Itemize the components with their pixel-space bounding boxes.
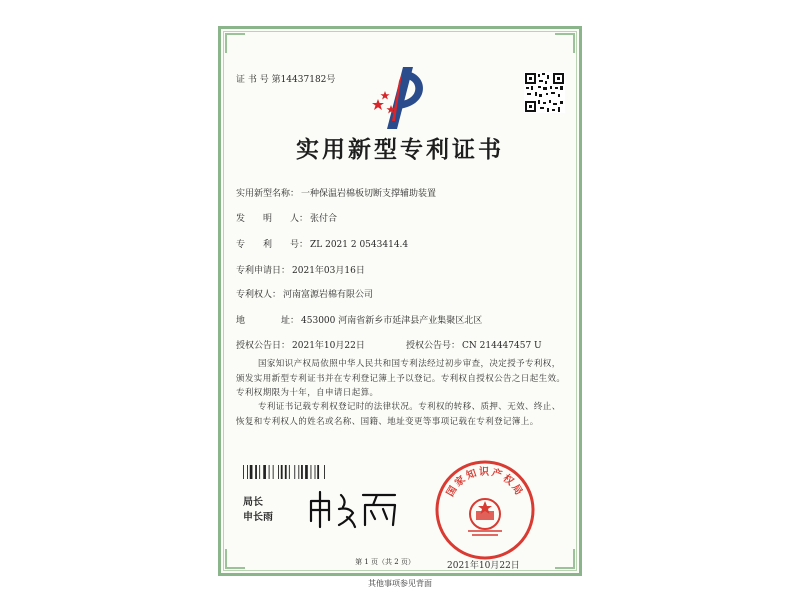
cnipa-logo bbox=[369, 61, 433, 133]
barcode-bar bbox=[269, 465, 270, 479]
barcode-bar bbox=[263, 465, 266, 479]
certificate-title: 实用新型专利证书 bbox=[296, 136, 504, 163]
certificate-number: 证 书 号 第14437182号 bbox=[236, 75, 336, 85]
field-value: 2021年03月16日 bbox=[292, 266, 365, 276]
field-value: 张付合 bbox=[310, 214, 338, 224]
footnote: 其他事项参见背面 bbox=[368, 579, 432, 588]
barcode-bar bbox=[255, 465, 257, 479]
barcode-bar bbox=[311, 465, 312, 479]
barcode-bar bbox=[243, 465, 244, 479]
seal-text: 国家知识产权局 bbox=[445, 467, 525, 499]
field-label: 地 址： bbox=[236, 316, 300, 326]
barcode-bar bbox=[315, 465, 316, 479]
director-title: 局长 bbox=[243, 497, 263, 508]
barcode-bar bbox=[250, 465, 253, 479]
border-corner-decoration bbox=[555, 33, 575, 53]
barcode-bar bbox=[281, 465, 283, 479]
barcode-bar bbox=[285, 465, 287, 479]
field-value: 2021年10月22日 bbox=[292, 341, 365, 351]
certificate-sheet bbox=[218, 26, 582, 576]
field-utility-model-name bbox=[236, 186, 436, 199]
field-inventor bbox=[236, 211, 337, 224]
field-label: 实用新型名称： bbox=[236, 189, 300, 199]
legal-status-paragraph: 专利证书记载专利权登记时的法律状况。专利权的转移、质押、无效、终止、恢复和专利权人的姓名或名称、国籍、地址变更等事项记载在专利登记簿上。 bbox=[236, 402, 561, 427]
field-label: 专利权人： bbox=[236, 290, 282, 300]
field-value: 河南富源岩棉有限公司 bbox=[283, 290, 374, 300]
barcode-bar bbox=[273, 465, 274, 479]
barcode-bar bbox=[289, 465, 290, 479]
director-name: 申长雨 bbox=[243, 512, 273, 523]
barcode-bar bbox=[301, 465, 303, 479]
qr-code bbox=[524, 72, 565, 113]
field-label: 专 利 号： bbox=[236, 240, 309, 250]
field-label: 专利申请日： bbox=[236, 266, 291, 276]
barcode-bar bbox=[324, 465, 325, 479]
grant-statement-paragraph: 国家知识产权局依照中华人民共和国专利法经过初步审查，决定授予专利权，颁发实用新型专利证书并在专利登记簿上予以登记。专利权自授权公告之日起生效。专利权期限为十年，自申请日起算。 bbox=[236, 359, 566, 398]
barcode-bar bbox=[247, 465, 248, 479]
field-filing-date bbox=[236, 263, 365, 276]
field-label: 授权公告号： bbox=[406, 341, 461, 351]
director-signature bbox=[303, 487, 403, 529]
seal-date: 2021年10月22日 bbox=[447, 561, 520, 571]
barcode-bar bbox=[298, 465, 299, 479]
signature-labels bbox=[243, 495, 273, 525]
barcode-bar bbox=[294, 465, 295, 479]
barcode bbox=[243, 465, 343, 479]
field-patent-number bbox=[236, 237, 408, 250]
field-value: CN 214447457 U bbox=[462, 341, 542, 351]
page-number: 第 1 页（共 2 页） bbox=[355, 558, 415, 566]
field-grant-date bbox=[236, 338, 365, 351]
barcode-bar bbox=[278, 465, 279, 479]
official-seal bbox=[434, 459, 536, 561]
barcode-bar bbox=[259, 465, 260, 479]
field-label: 授权公告日： bbox=[236, 341, 291, 351]
field-label: 发 明 人： bbox=[236, 214, 309, 224]
barcode-bar bbox=[305, 465, 308, 479]
barcode-bar bbox=[317, 465, 319, 479]
field-patentee bbox=[236, 287, 373, 300]
field-address bbox=[236, 313, 482, 326]
border-corner-decoration bbox=[225, 33, 245, 53]
field-value: 一种保温岩棉板切断支撑辅助装置 bbox=[301, 189, 437, 199]
field-grant-number bbox=[406, 338, 542, 351]
field-value: ZL 2021 2 0543414.4 bbox=[310, 240, 409, 250]
field-value: 453000 河南省新乡市延津县产业集聚区北区 bbox=[301, 316, 483, 326]
